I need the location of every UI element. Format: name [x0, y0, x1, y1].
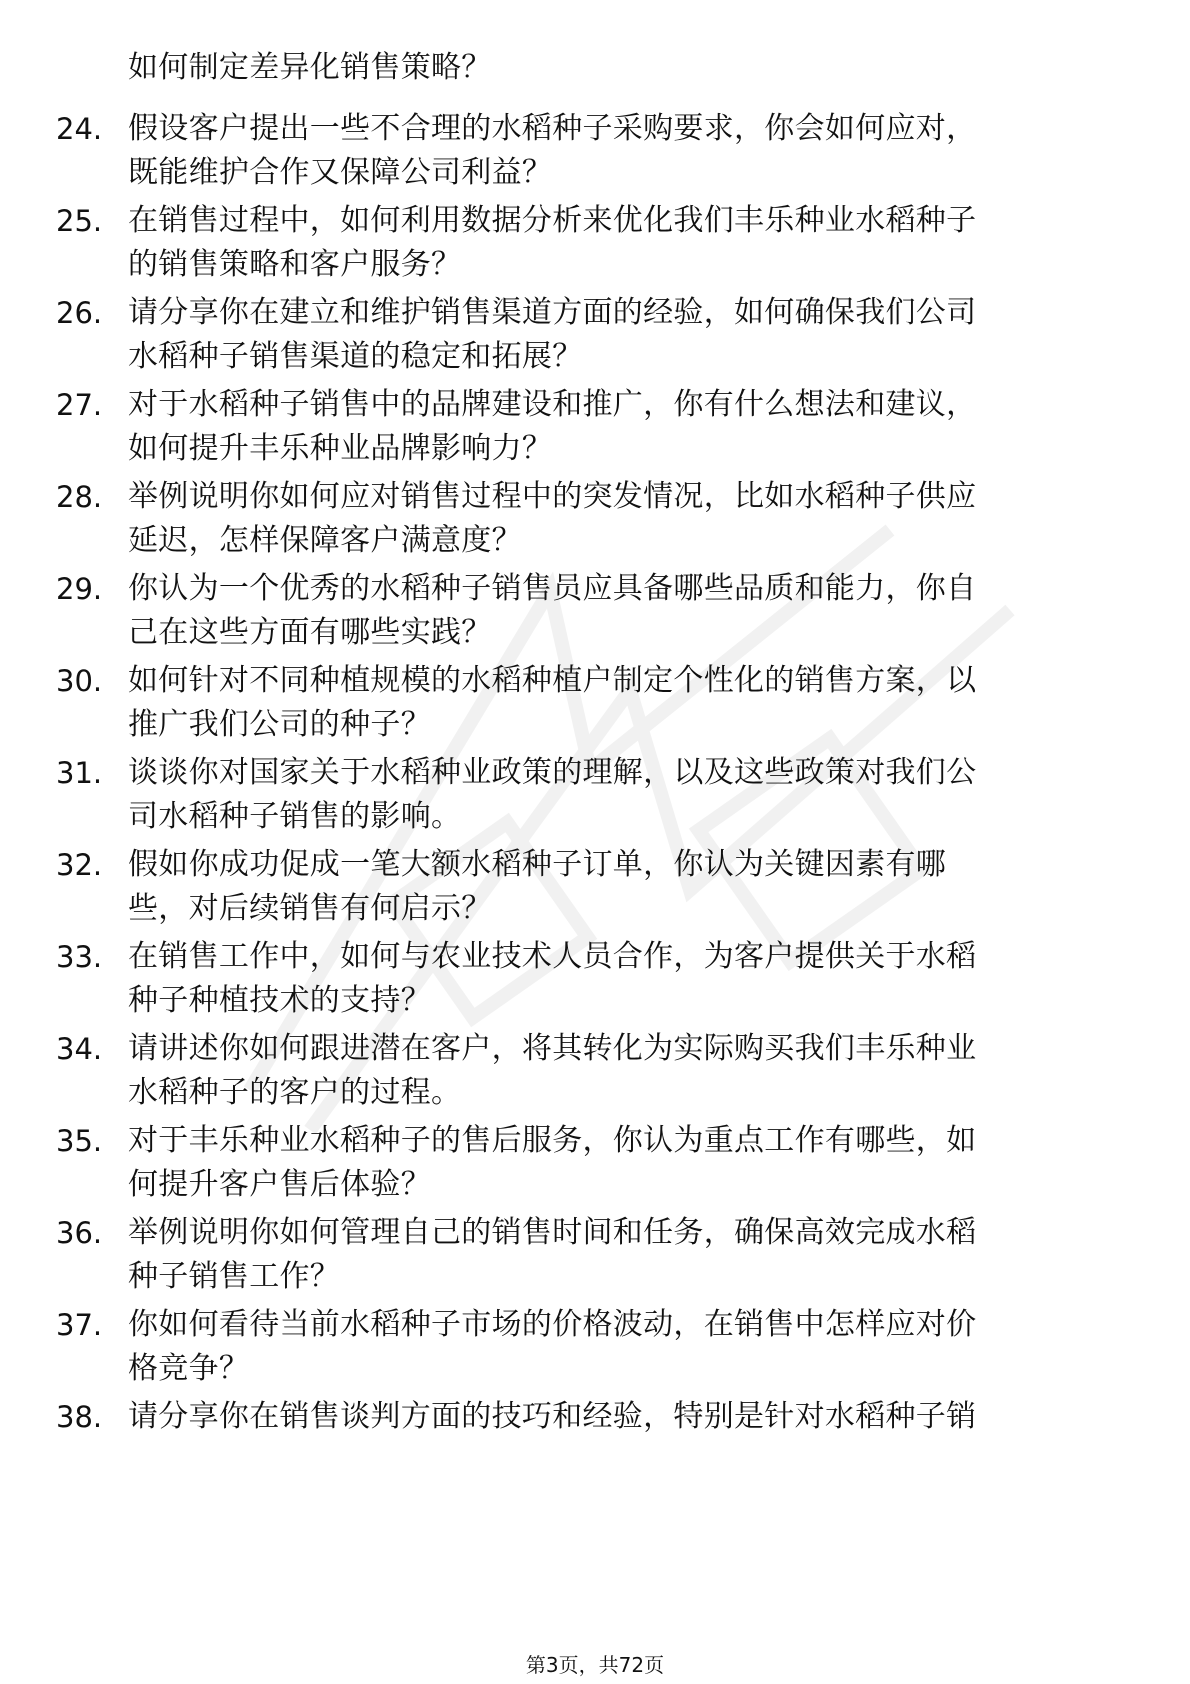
question-line: 你认为一个优秀的水稻种子销售员应具备哪些品质和能力，你自 — [128, 571, 977, 606]
question-text — [128, 383, 1138, 471]
question-text — [128, 935, 1138, 1023]
question-line: 水稻种子的客户的过程。 — [128, 1075, 462, 1110]
question-text — [128, 1027, 1138, 1115]
question-line: 司水稻种子销售的影响。 — [128, 799, 462, 834]
question-line: 举例说明你如何应对销售过程中的突发情况，比如水稻种子供应 — [128, 479, 977, 514]
question-text — [128, 843, 1138, 931]
question-number: 28. — [56, 480, 103, 514]
question-text — [128, 1395, 1138, 1439]
question-line: 假如你成功促成一笔大额水稻种子订单，你认为关键因素有哪 — [128, 847, 947, 882]
question-number: 38. — [56, 1400, 103, 1434]
question-text — [128, 751, 1138, 839]
question-number: 31. — [56, 756, 103, 790]
question-line: 在销售工作中，如何与农业技术人员合作，为客户提供关于水稻 — [128, 939, 977, 974]
question-text — [128, 1211, 1138, 1299]
question-line: 的销售策略和客户服务？ — [128, 247, 462, 282]
question-line: 种子种植技术的支持？ — [128, 983, 431, 1018]
question-number: 27. — [56, 388, 103, 422]
question-line: 对于水稻种子销售中的品牌建设和推广，你有什么想法和建议， — [128, 387, 977, 422]
question-number: 29. — [56, 572, 103, 606]
question-line: 己在这些方面有哪些实践？ — [128, 615, 492, 650]
question-number: 25. — [56, 204, 103, 238]
question-line: 格竞争？ — [128, 1351, 250, 1386]
question-number: 35. — [56, 1124, 103, 1158]
question-line: 如何针对不同种植规模的水稻种植户制定个性化的销售方案，以 — [128, 663, 977, 698]
question-line: 对于丰乐种业水稻种子的售后服务，你认为重点工作有哪些，如 — [128, 1123, 977, 1158]
question-number: 30. — [56, 664, 103, 698]
question-line: 如何提升丰乐种业品牌影响力？ — [128, 431, 553, 466]
question-line: 既能维护合作又保障公司利益？ — [128, 155, 553, 190]
question-line: 你如何看待当前水稻种子市场的价格波动，在销售中怎样应对价 — [128, 1307, 977, 1342]
question-text — [128, 1303, 1138, 1391]
question-line: 延迟，怎样保障客户满意度？ — [128, 523, 522, 558]
question-line: 种子销售工作？ — [128, 1259, 341, 1294]
page-footer: 第3页，共72页 — [525, 1653, 665, 1677]
question-number: 36. — [56, 1216, 103, 1250]
question-text — [128, 199, 1138, 287]
question-line: 推广我们公司的种子？ — [128, 707, 431, 742]
question-line: 谈谈你对国家关于水稻种业政策的理解，以及这些政策对我们公 — [128, 755, 977, 790]
question-line: 请分享你在销售谈判方面的技巧和经验，特别是针对水稻种子销 — [128, 1399, 977, 1434]
question-number: 24. — [56, 112, 103, 146]
question-number: 37. — [56, 1308, 103, 1342]
continuation-text: 如何制定差异化销售策略？ — [128, 50, 492, 85]
question-line: 请讲述你如何跟进潜在客户，将其转化为实际购买我们丰乐种业 — [128, 1031, 977, 1066]
question-text — [128, 475, 1138, 563]
question-text — [128, 107, 1138, 195]
question-number: 33. — [56, 940, 103, 974]
question-number: 34. — [56, 1032, 103, 1066]
question-line: 请分享你在建立和维护销售渠道方面的经验，如何确保我们公司 — [128, 295, 977, 330]
question-line: 举例说明你如何管理自己的销售时间和任务，确保高效完成水稻 — [128, 1215, 977, 1250]
question-line: 何提升客户售后体验？ — [128, 1167, 431, 1202]
question-text — [128, 1119, 1138, 1207]
question-line: 些，对后续销售有何启示？ — [128, 891, 492, 926]
question-number: 32. — [56, 848, 103, 882]
question-line: 水稻种子销售渠道的稳定和拓展？ — [128, 339, 583, 374]
question-line: 假设客户提出一些不合理的水稻种子采购要求，你会如何应对， — [128, 111, 977, 146]
question-number: 26. — [56, 296, 103, 330]
question-text — [128, 659, 1138, 747]
question-line: 在销售过程中，如何利用数据分析来优化我们丰乐种业水稻种子 — [128, 203, 977, 238]
question-text — [128, 567, 1138, 655]
question-text — [128, 291, 1138, 379]
